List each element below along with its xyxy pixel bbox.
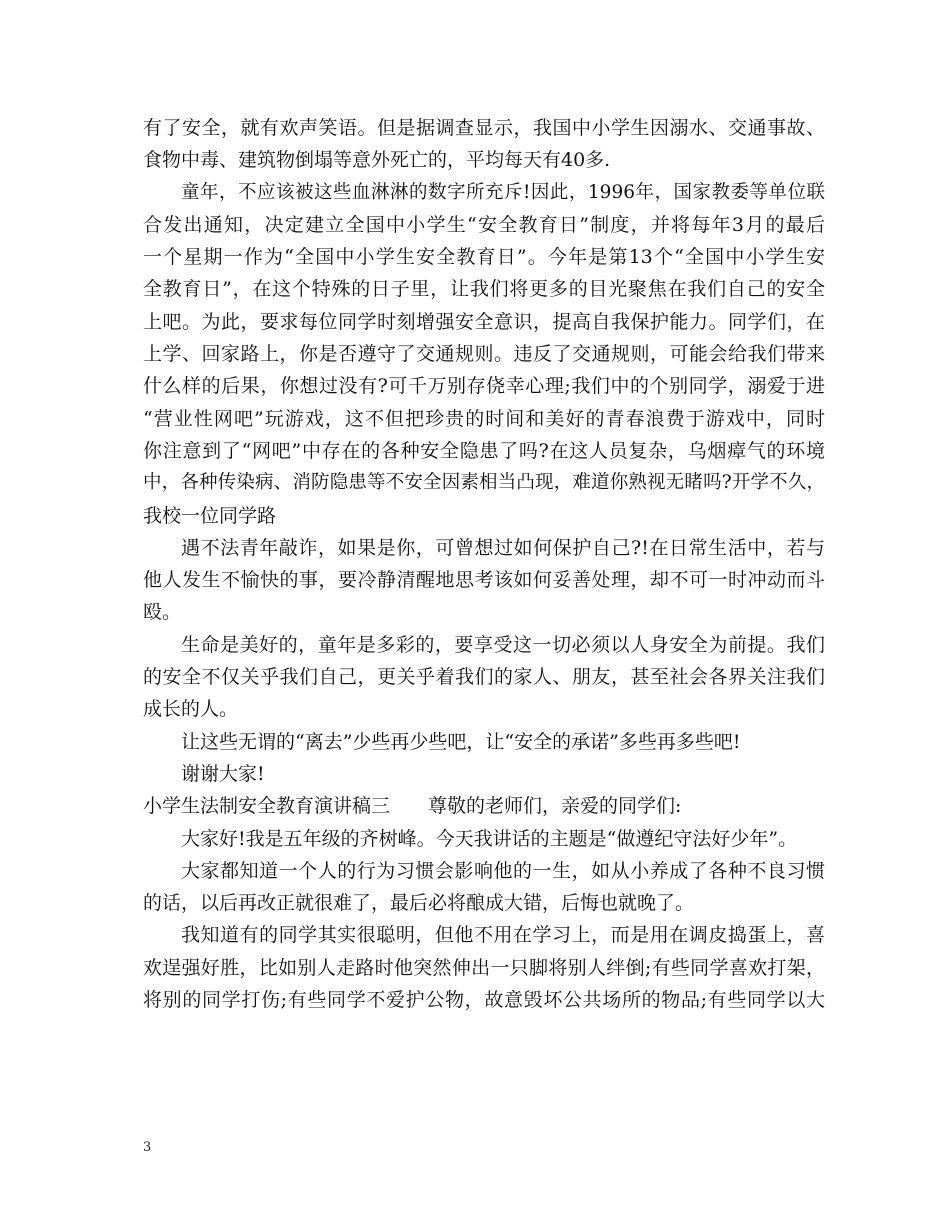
- text-line: 有了安全，就有欢声笑语。但是据调查显示，我国中小学生因溺水、交通事故、: [143, 117, 825, 139]
- text-line: 中，各种传染病、消防隐患等不安全因素相当凸现，难道你熟视无睹吗?开学不久，: [143, 472, 825, 494]
- page-number: 3: [143, 1140, 152, 1155]
- text-line: 欢逞强好胜，比如别人走路时他突然伸出一只脚将别人绊倒;有些同学喜欢打架，: [143, 956, 825, 979]
- text-line: 的话，以后再改正就很难了，最后必将酿成大错，后悔也就晚了。: [143, 892, 695, 915]
- text-line: 遇不法青年敲诈，如果是你，可曾想过如何保护自己?!在日常生活中，若与: [181, 536, 825, 559]
- text-line: “营业性网吧”玩游戏，这不但把珍贵的时间和美好的青春浪费于游戏中，同时: [143, 407, 825, 430]
- text-line: 的安全不仅关乎我们自己，更关乎着我们的家人、朋友，甚至社会各界关注我们: [143, 666, 825, 689]
- text-line: 上学、回家路上，你是否遵守了交通规则。违反了交通规则，可能会给我们带来: [143, 343, 825, 366]
- text-line: 生命是美好的，童年是多彩的，要享受这一切必须以人身安全为前提。我们: [181, 633, 825, 656]
- text-line: 什么样的后果，你想过没有?可千万别存侥幸心理;我们中的个别同学，溺爱于进: [143, 375, 825, 398]
- text-line: 你注意到了“网吧”中存在的各种安全隐患了吗?在这人员复杂，乌烟瘴气的环境: [143, 439, 825, 462]
- text-line: 将别的同学打伤;有些同学不爱护公物，故意毁坏公共场所的物品;有些同学以大: [143, 989, 825, 1012]
- text-line: 殴。: [143, 601, 182, 624]
- text-line: 食物中毒、建筑物倒塌等意外死亡的，平均每天有40多.: [143, 149, 611, 172]
- text-line: 全教育日”，在这个特殊的日子里，让我们将更多的目光聚焦在我们自己的安全: [143, 278, 825, 301]
- text-line: 让这些无谓的“离去”少些再少些吧，让“安全的承诺”多些再多些吧!: [181, 730, 741, 753]
- text-line: 我校一位同学路: [143, 504, 277, 527]
- text-line: 他人发生不愉快的事，要冷静清醒地思考该如何妥善处理，却不可一时冲动而斗: [143, 569, 825, 592]
- text-line: 大家好!我是五年级的齐树峰。今天我讲话的主题是“做遵纪守法好少年”。: [181, 827, 798, 850]
- text-line: 一个星期一作为“全国中小学生安全教育日”。今年是第13个“全国中小学生安: [143, 246, 825, 269]
- text-line: 童年，不应该被这些血淋淋的数字所充斥!因此，1996年，国家教委等单位联: [181, 181, 825, 203]
- text-line: 合发出通知，决定建立全国中小学生“安全教育日”制度，并将每年3月的最后: [143, 213, 825, 236]
- text-line: 上吧。为此，要求每位同学时刻增强安全意识，提高自我保护能力。同学们，在: [143, 310, 825, 333]
- text-line: 我知道有的同学其实很聪明，但他不用在学习上，而是用在调皮捣蛋上，喜: [181, 924, 825, 947]
- text-line: 成长的人。: [143, 698, 239, 721]
- body-text: [143, 112, 825, 1016]
- text-line: 谢谢大家!: [181, 762, 265, 785]
- text-line: 小学生法制安全教育演讲稿三 尊敬的老师们，亲爱的同学们:: [143, 795, 682, 818]
- text-line: 大家都知道一个人的行为习惯会影响他的一生，如从小养成了各种不良习惯: [181, 859, 825, 882]
